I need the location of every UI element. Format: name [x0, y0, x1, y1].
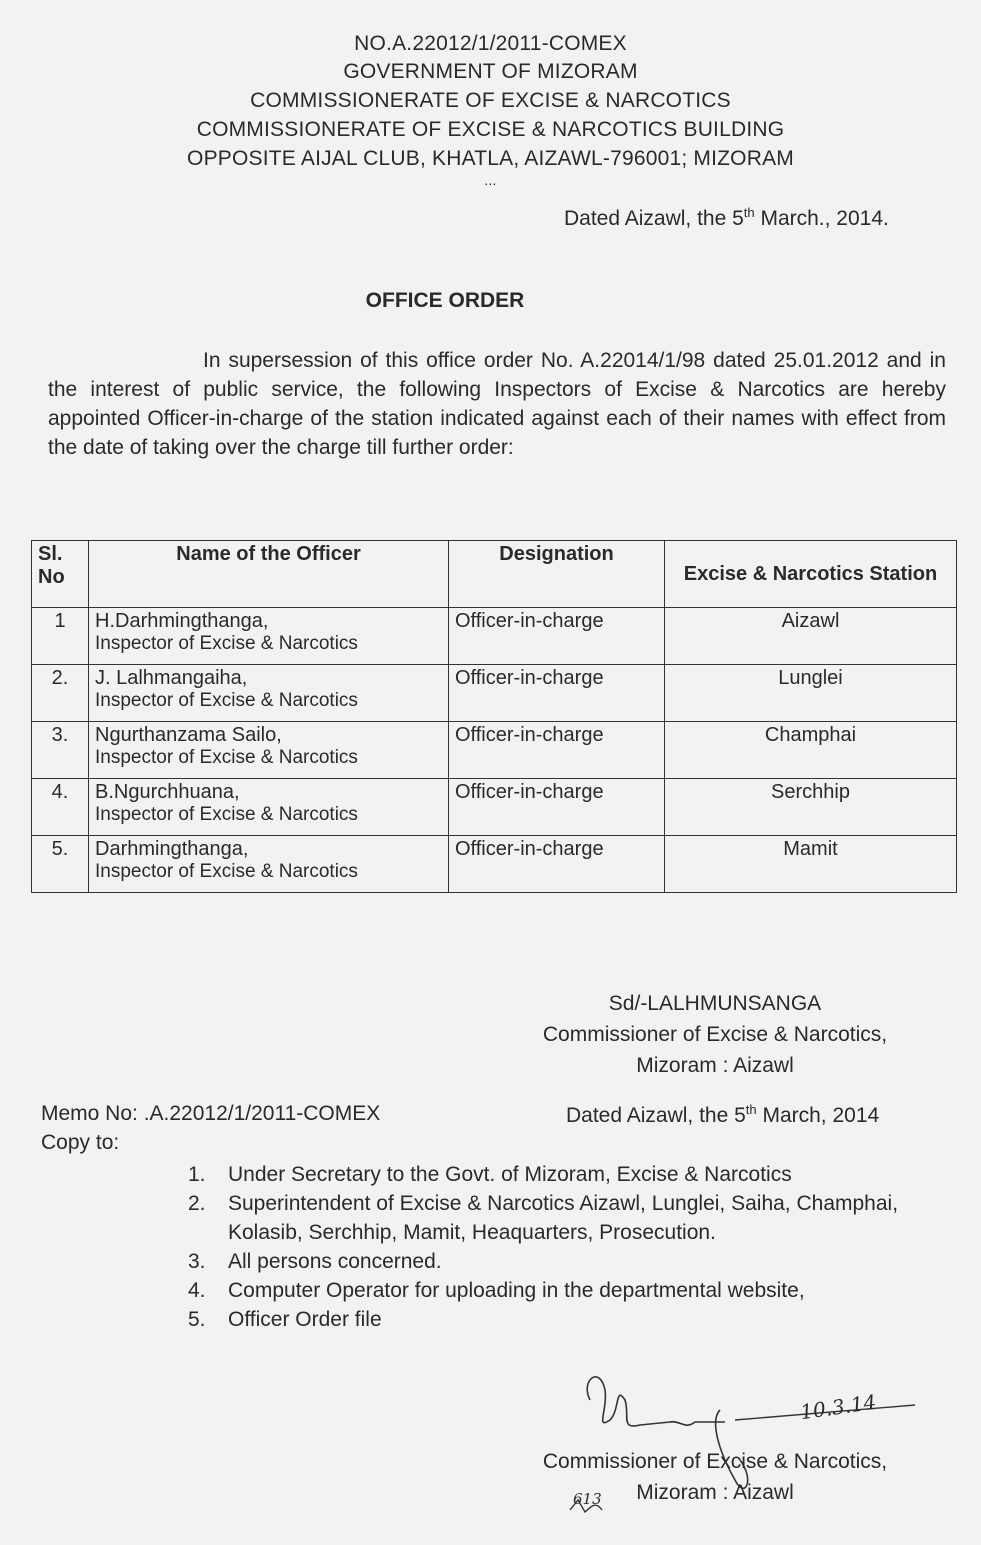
list-item: 2. Superintendent of Excise & Narcotics Aizawl, Lunglei, Saiha, Champhai, Kolasib, Serchhip, Mamit, Heaquarters, Prosecution.: [188, 1192, 899, 1244]
building-name: COMMISSIONERATE OF EXCISE & NARCOTICS BUILDING: [196, 118, 785, 141]
memo-number: Memo No: .A.22012/1/2011-COMEX: [41, 1102, 381, 1125]
footer-signatory-place: Mizoram : Aizawl: [636, 1481, 794, 1504]
row-designation: Officer-in-charge: [449, 665, 665, 722]
officer-rank: Inspector of Excise & Narcotics: [95, 633, 358, 654]
order-date: Dated Aizawl, the 5th March., 2014.: [564, 205, 889, 230]
header-station: Excise & Narcotics Station: [665, 541, 957, 608]
handwritten-date: 10.3.14: [798, 1389, 878, 1425]
signatory-title: Commissioner of Excise & Narcotics,: [542, 1023, 888, 1046]
row-sl: 1: [32, 608, 89, 665]
row-station: Champhai: [665, 722, 957, 779]
row-station: Serchhip: [665, 779, 957, 836]
reference-number: NO.A.22012/1/2011-COMEX: [354, 32, 627, 55]
row-officer: [89, 836, 449, 893]
officer-rank: Inspector of Excise & Narcotics: [95, 690, 358, 711]
signatory-block: [500, 988, 930, 1081]
separator-dots: ...: [484, 172, 497, 188]
table-row: [32, 836, 957, 893]
row-sl: 5.: [32, 836, 89, 893]
officer-rank: Inspector of Excise & Narcotics: [95, 804, 358, 825]
row-designation: Officer-in-charge: [449, 608, 665, 665]
signatory-name: Sd/-LALHMUNSANGA: [608, 992, 822, 1015]
row-designation: Officer-in-charge: [449, 722, 665, 779]
handwritten-initial: 613: [573, 1490, 602, 1508]
header-officer-name: Name of the Officer: [89, 541, 449, 608]
row-sl: 4.: [32, 779, 89, 836]
row-officer: [89, 779, 449, 836]
header-designation: Designation: [449, 541, 665, 608]
department-name: COMMISSIONERATE OF EXCISE & NARCOTICS: [250, 89, 731, 112]
page-title: OFFICE ORDER: [365, 289, 525, 312]
row-sl: 3.: [32, 722, 89, 779]
copy-list: [188, 1160, 948, 1334]
row-station: Aizawl: [665, 608, 957, 665]
row-officer: [89, 608, 449, 665]
officer-name: Darhmingthanga,: [95, 838, 249, 860]
row-designation: Officer-in-charge: [449, 836, 665, 893]
officer-rank: Inspector of Excise & Narcotics: [95, 747, 358, 768]
memo-date: Dated Aizawl, the 5th March, 2014: [566, 1102, 880, 1127]
officer-name: H.Darhmingthanga,: [95, 610, 269, 632]
officer-rank: Inspector of Excise & Narcotics: [95, 861, 358, 882]
office-address: OPPOSITE AIJAL CLUB, KHATLA, AIZAWL-796001; MIZORAM: [187, 147, 794, 170]
list-item: 4. Computer Operator for uploading in the departmental website,: [188, 1279, 805, 1302]
header-sl-no: Sl. No: [32, 541, 89, 608]
row-station: Mamit: [665, 836, 957, 893]
table-header-row: [32, 541, 957, 608]
table-row: [32, 665, 957, 722]
row-designation: Officer-in-charge: [449, 779, 665, 836]
signatory-place: Mizoram : Aizawl: [636, 1054, 794, 1077]
footer-signatory-title: Commissioner of Excise & Narcotics,: [542, 1450, 888, 1473]
row-officer: [89, 722, 449, 779]
row-station: Lunglei: [665, 665, 957, 722]
order-body: In supersession of this office order No. A.22014/1/98 dated 25.01.2012 and in the interest of public service, the following Inspectors of Excise & Narcotics are hereby appointed Officer-in-charge of the station indicated against each of their names with effect from the date of taking over the charge till further order:: [48, 349, 946, 459]
footer-signatory-block: [495, 1446, 935, 1508]
copy-to-label: Copy to:: [41, 1131, 120, 1154]
officers-table: [31, 540, 957, 893]
row-sl: 2.: [32, 665, 89, 722]
list-item: 5. Officer Order file: [188, 1308, 382, 1331]
list-item: 1. Under Secretary to the Govt. of Mizoram, Excise & Narcotics: [188, 1163, 792, 1186]
table-row: [32, 608, 957, 665]
officer-name: J. Lalhmangaiha,: [95, 667, 248, 689]
table-row: [32, 779, 957, 836]
officer-name: Ngurthanzama Sailo,: [95, 724, 282, 746]
officer-name: B.Ngurchhuana,: [95, 781, 240, 803]
table-row: [32, 722, 957, 779]
government-name: GOVERNMENT OF MIZORAM: [343, 60, 638, 83]
row-officer: [89, 665, 449, 722]
list-item: 3. All persons concerned.: [188, 1250, 442, 1273]
